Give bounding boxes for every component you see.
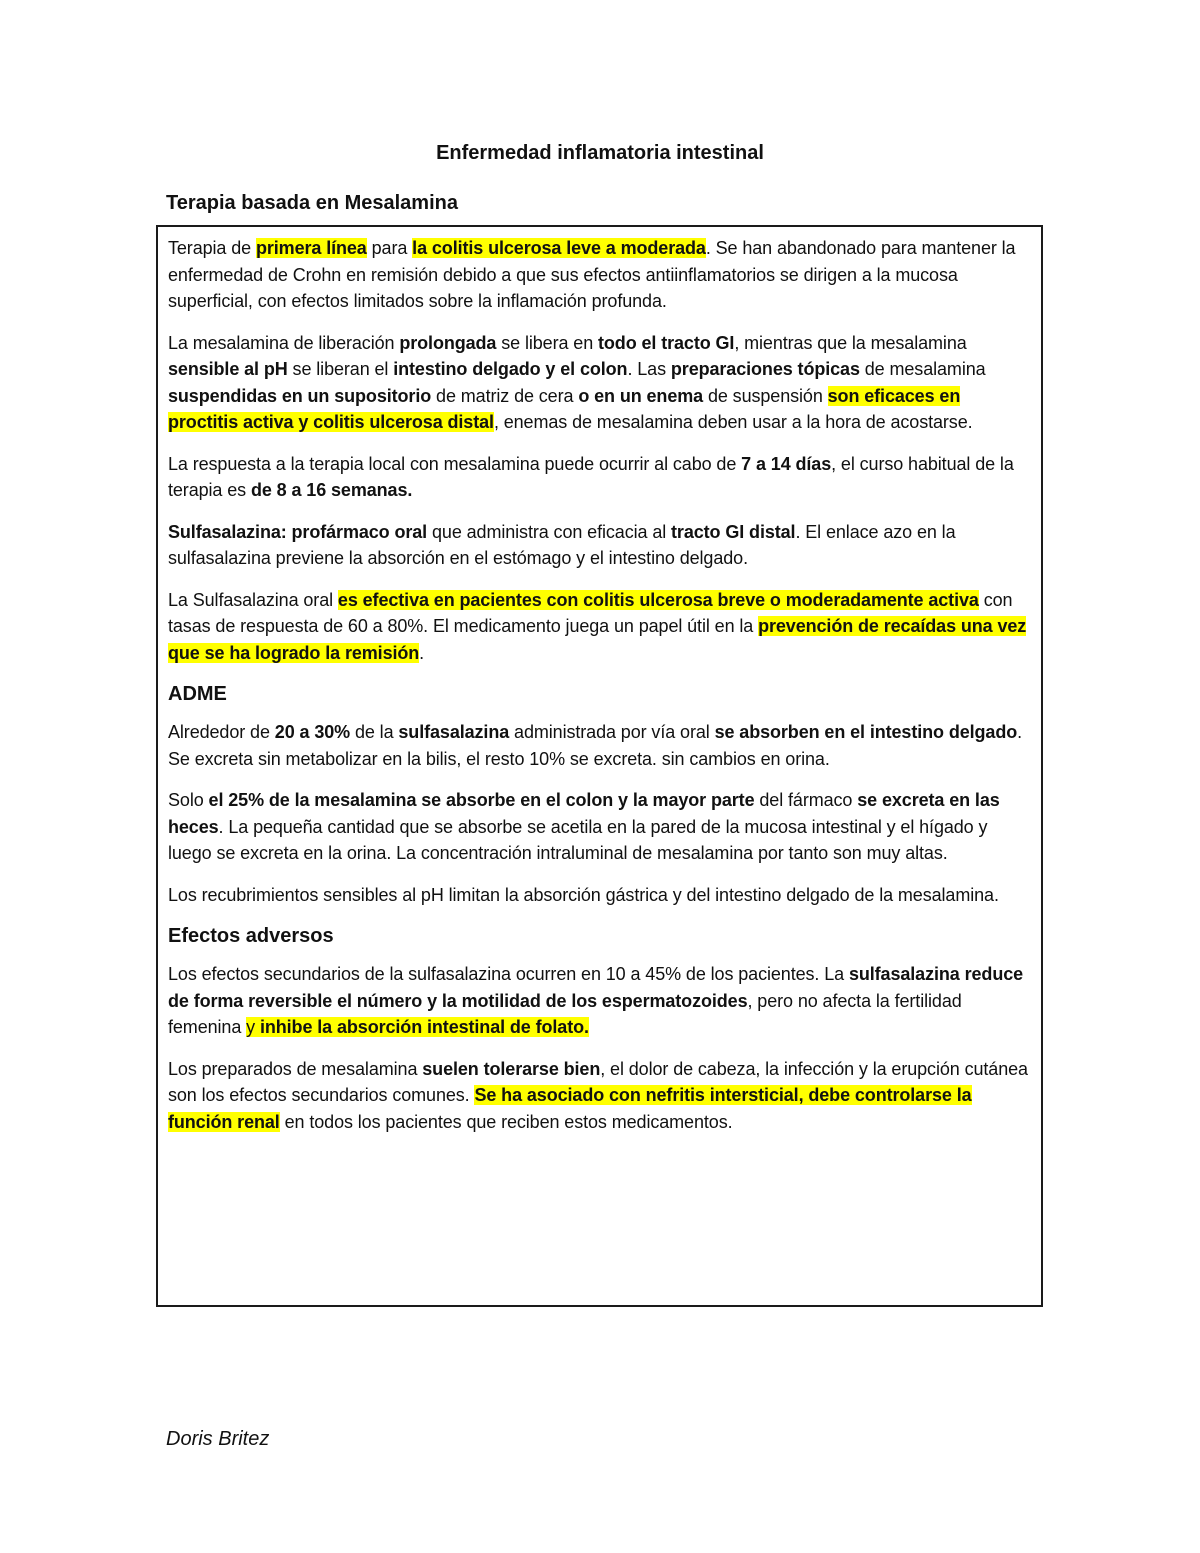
text-segment: se liberan el [287,359,394,379]
paragraph [168,882,1031,909]
bold-text: de 8 a 16 semanas. [250,480,413,500]
text-segment: . El enlace azo en la sulfasalazina previene la absorción en el estómago y el intestino delgado. [168,521,956,568]
text-segment: de matriz de cera [431,385,579,406]
text-segment: . Se han abandonado para mantener la enfermedad de Crohn en remisión debido a que sus efectos antiinflamatorios se dirigen a la mucosa superficial, con efectos limitados sobre la inflamación profunda. [168,238,1016,311]
text-segment: del fármaco [754,790,858,810]
paragraph [168,961,1031,1041]
text-segment: . La pequeña cantidad que se absorbe se acetila en la pared de la mucosa intestinal y el hígado y luego se excreta en la orina. La concentración intraluminal de mesalamina por tanto son muy altas. [168,816,988,863]
text-segment: , pero no afecta la fertilidad femenina [168,990,962,1037]
bold-text: 7 a 14 días [741,453,832,474]
text-segment: Los preparados de mesalamina [168,1058,423,1079]
box-heading: ADME [168,683,227,705]
document-title: Enfermedad inflamatoria intestinal [436,142,764,164]
text-segment: La mesalamina de liberación [168,332,400,353]
author-name: Doris Britez [166,1428,270,1450]
paragraph [168,451,1031,504]
highlighted-text: la colitis ulcerosa leve a moderada [412,238,706,258]
text-segment: con tasas de respuesta de 60 a 80%. El medicamento juega un papel útil en la [168,589,1013,636]
highlighted-text: y [246,1017,260,1037]
highlighted-text: inhibe la absorción intestinal de folato. [259,1017,589,1037]
text-segment: de suspensión [703,385,828,406]
text-segment: . Las [627,359,671,379]
box-heading: Efectos adversos [168,925,334,947]
paragraph [168,519,1031,572]
bold-text: intestino delgado y el colon [393,359,628,379]
text-segment: administrada por vía oral [509,722,715,742]
paragraph [168,719,1031,772]
paragraph [168,587,1031,667]
text-segment: de la [350,722,399,742]
text-segment: Terapia de [168,238,256,258]
bold-text: sensible al pH [168,359,288,379]
bold-text: tracto GI distal [671,521,796,542]
paragraph [168,1056,1031,1136]
bold-text: preparaciones tópicas [670,359,860,379]
bold-text: sulfasalazina reduce de forma reversible el número y la motilidad de los espermatozoides [168,964,1024,1011]
bold-text: todo el tracto GI [598,332,735,353]
bold-text: o en un enema [578,385,704,406]
highlighted-text: prevención de recaídas una vez que se ha logrado la remisión [168,616,1027,663]
text-segment: , el dolor de cabeza, la infección y la erupción cutánea son los efectos secundarios comunes. [168,1058,1028,1105]
bold-text: 20 a 30% [274,722,351,742]
text-segment: . [419,642,425,663]
text-segment: que administra con eficacia al [427,521,672,542]
paragraph [168,787,1031,867]
text-segment: , el curso habitual de la terapia es [168,453,1014,500]
paragraph [168,330,1031,436]
highlighted-text: es efectiva en pacientes con colitis ulcerosa breve o moderadamente activa [337,589,979,610]
text-segment: Los efectos secundarios de la sulfasalazina ocurren en 10 a 45% de los pacientes. La [168,964,849,984]
bold-text: suelen tolerarse bien [422,1058,601,1079]
bold-text: se excreta en las heces [168,790,1000,837]
text-segment: Solo [168,790,209,810]
highlighted-text: Se ha asociado con nefritis intersticial, debe controlarse la función renal [168,1085,972,1132]
paragraph [168,235,1031,315]
text-segment: se libera en [496,332,599,353]
bold-text: sulfasalazina [398,722,510,742]
section-heading: Terapia basada en Mesalamina [166,192,458,214]
text-segment: Los recubrimientos sensibles al pH limitan la absorción gástrica y del intestino delgado de la mesalamina. [168,884,999,905]
text-segment: . Se excreta sin metabolizar en la bilis, el resto 10% se excreta. sin cambios en orina. [168,722,1023,769]
highlighted-text: son eficaces en proctitis activa y colitis ulcerosa distal [168,385,961,432]
text-segment: Alrededor de [168,722,275,742]
text-segment: , mientras que la mesalamina [734,332,967,353]
bold-text: prolongada [399,332,497,353]
text-segment: La Sulfasalazina oral [168,589,338,610]
bold-text: el 25% de la mesalamina se absorbe en el colon y la mayor parte [208,790,755,810]
text-segment: para [366,238,413,258]
text-segment: de mesalamina [859,359,986,379]
highlighted-text: primera línea [255,238,367,258]
bold-text: Sulfasalazina: profármaco oral [168,521,428,542]
text-segment: , enemas de mesalamina deben usar a la hora de acostarse. [493,412,973,432]
text-segment: La respuesta a la terapia local con mesalamina puede ocurrir al cabo de [168,453,742,474]
bold-text: suspendidas en un supositorio [168,385,432,406]
content-box [156,225,1043,1307]
bold-text: se absorben en el intestino delgado [714,722,1018,742]
text-segment: en todos los pacientes que reciben estos medicamentos. [279,1111,733,1132]
